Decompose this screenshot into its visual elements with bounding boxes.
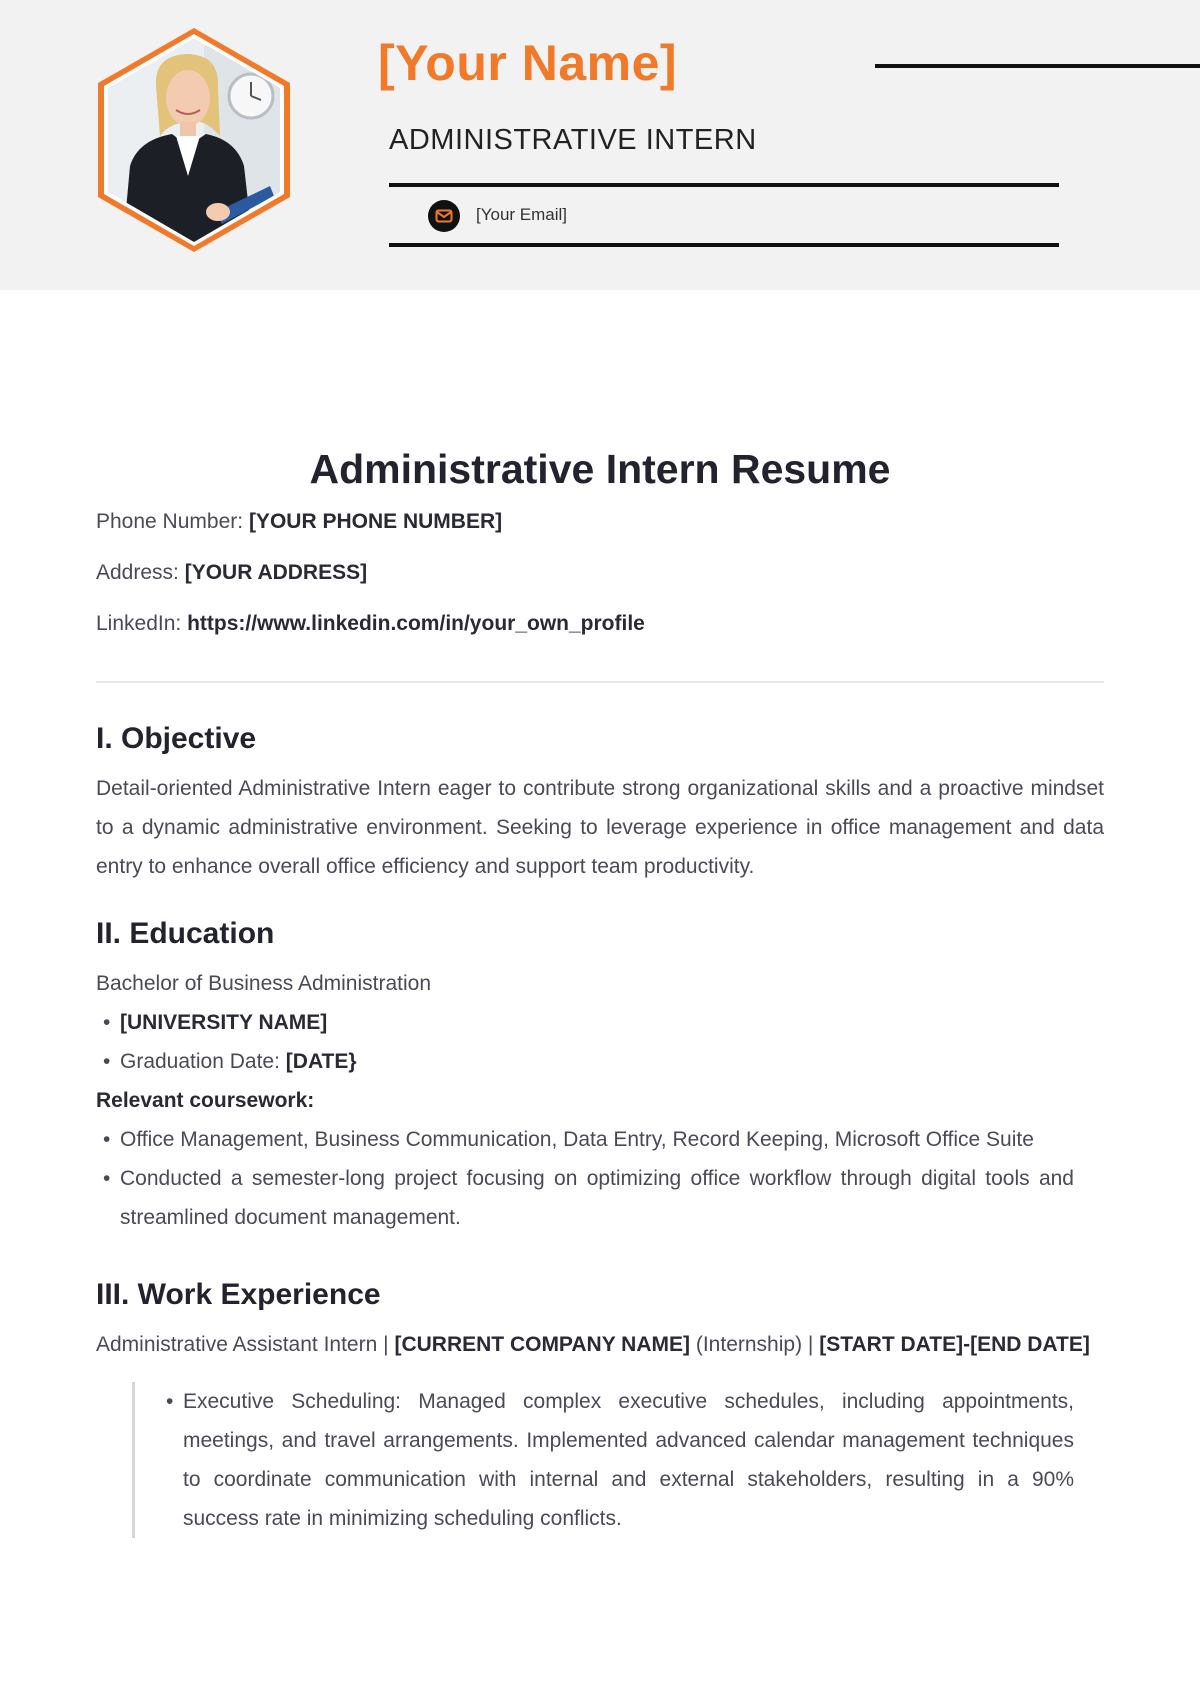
- graduation-date: [DATE}: [285, 1050, 357, 1073]
- graduation-label: Graduation Date:: [120, 1050, 280, 1073]
- section-divider: [96, 681, 1104, 683]
- email-address[interactable]: [Your Email]: [476, 205, 568, 224]
- degree-name: Bachelor of Business Administration: [96, 972, 432, 995]
- phone-value: [YOUR PHONE NUMBER]: [248, 510, 503, 533]
- separator: |: [383, 1333, 389, 1356]
- education-heading: II. Education: [96, 917, 275, 950]
- applicant-name: [Your Name]: [378, 35, 678, 91]
- separator: |: [807, 1333, 814, 1356]
- name-rule-divider: [875, 64, 1200, 68]
- address-value: [YOUR ADDRESS]: [184, 561, 368, 584]
- hexagon-photo-frame: [94, 26, 294, 254]
- address-line: [96, 559, 1104, 586]
- list-item: • Executive Scheduling: Managed complex executive schedules, including appointments, meetings, and travel arrangements. Implemented advanced calendar management techniques to coordinate communication with internal and external stakeholders, resulting in a 90% success rate in minimizing scheduling conflicts.: [183, 1382, 1104, 1538]
- list-item: [120, 1003, 1104, 1042]
- list-item: • Office Management, Business Communication, Data Entry, Record Keeping, Microsoft Office Suite: [120, 1120, 1104, 1159]
- phone-line: [96, 508, 1104, 535]
- education-details: [96, 1003, 1104, 1081]
- company-name: [CURRENT COMPANY NAME]: [394, 1333, 691, 1356]
- linkedin-link[interactable]: https://www.linkedin.com/in/your_own_profile: [187, 612, 645, 635]
- coursework-list: [96, 1120, 1104, 1237]
- job-duties-list: [145, 1382, 1104, 1538]
- job-role: Administrative Assistant Intern: [96, 1333, 378, 1356]
- contact-rule-top: [389, 183, 1059, 187]
- phone-label: Phone Number:: [96, 510, 244, 533]
- document-title: Administrative Intern Resume: [309, 446, 891, 492]
- employment-type: (Internship): [695, 1333, 803, 1356]
- job-title: ADMINISTRATIVE INTERN: [389, 124, 757, 156]
- email-icon: [428, 200, 460, 232]
- list-item: [120, 1042, 1104, 1081]
- coursework-label: Relevant coursework:: [96, 1089, 315, 1112]
- university-name: [UNIVERSITY NAME]: [120, 1011, 328, 1034]
- work-experience-heading: III. Work Experience: [96, 1278, 381, 1311]
- header-banner: [0, 0, 1200, 290]
- profile-photo: [94, 26, 294, 254]
- contact-rule-bottom: [389, 243, 1059, 247]
- linkedin-line: [96, 610, 1104, 637]
- resume-body: [96, 440, 1104, 1538]
- job-entry-line: [96, 1325, 1104, 1364]
- linkedin-label: LinkedIn:: [96, 612, 182, 635]
- objective-heading: I. Objective: [96, 722, 257, 755]
- employment-dates: [START DATE]-[END DATE]: [819, 1333, 1090, 1356]
- job-duties-block: [132, 1382, 1104, 1538]
- objective-text: Detail-oriented Administrative Intern eager to contribute strong organizational skills and a proactive mindset to a dynamic administrative environment. Seeking to leverage experience in office management and data entry to enhance overall office efficiency and support team productivity.: [96, 777, 1104, 878]
- address-label: Address:: [96, 561, 179, 584]
- list-item: • Conducted a semester-long project focusing on optimizing office workflow through digital tools and streamlined document management.: [120, 1159, 1104, 1237]
